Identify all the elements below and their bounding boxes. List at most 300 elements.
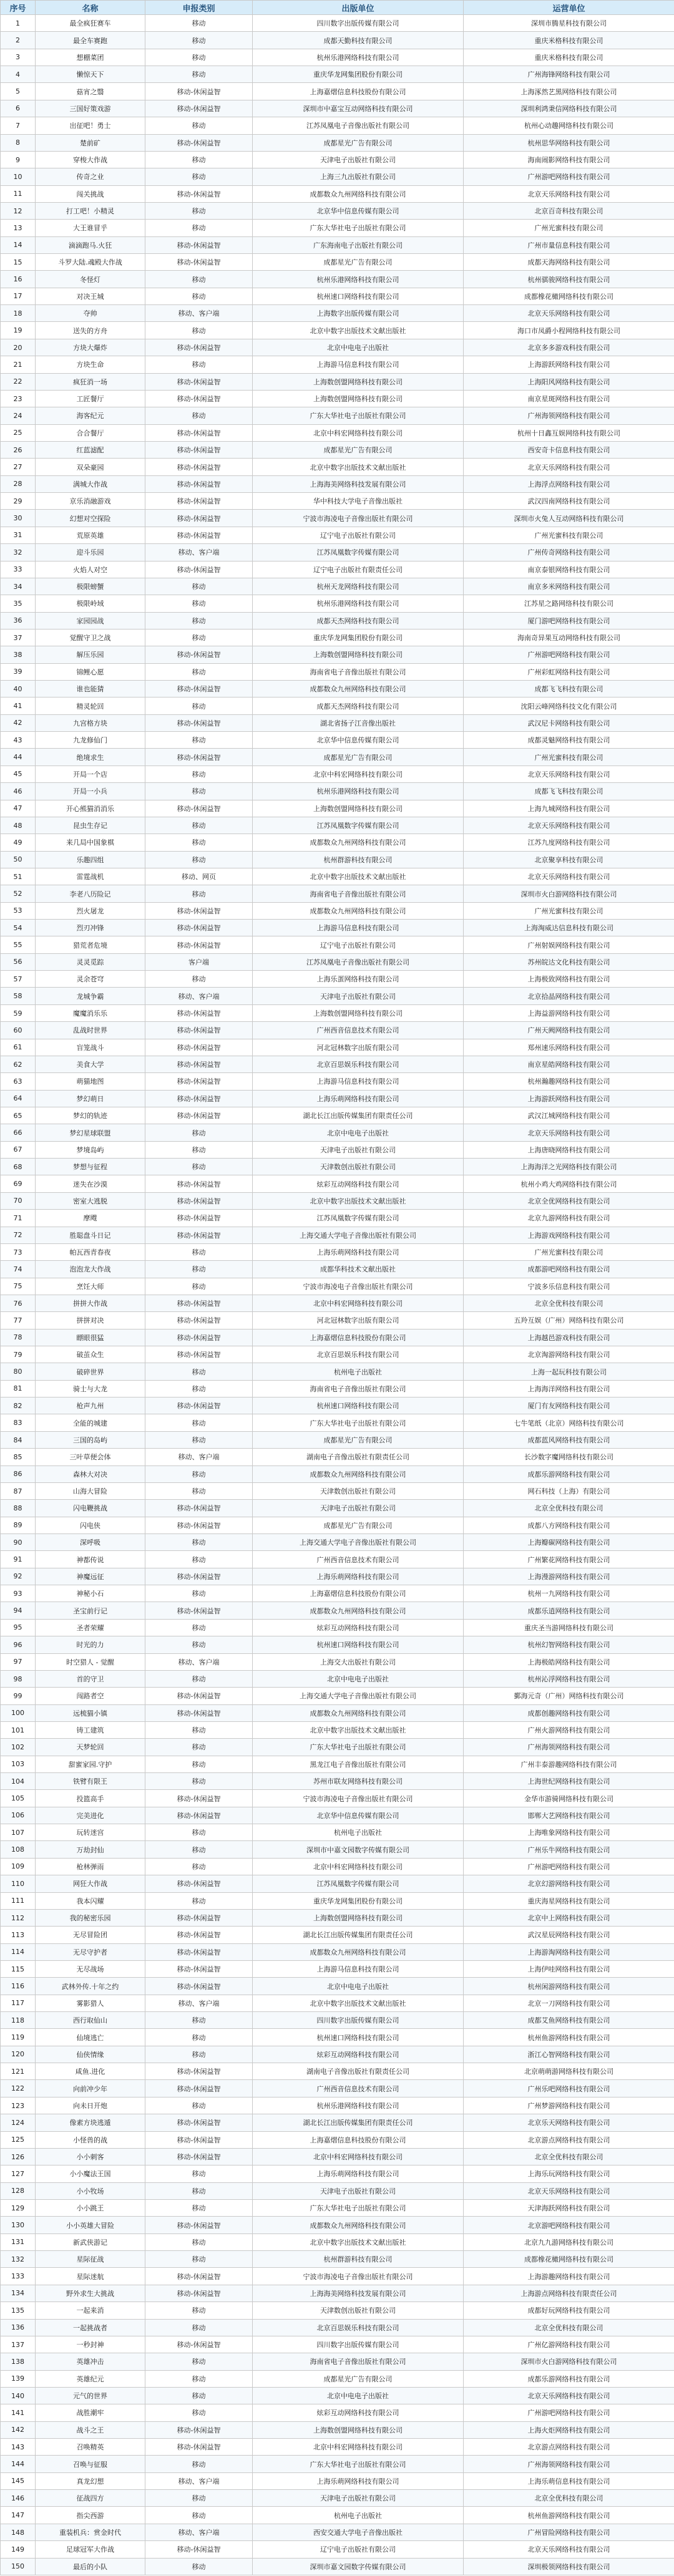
index-cell: 43	[1, 732, 36, 749]
type-cell: 移动	[145, 356, 253, 373]
type-cell: 移动	[145, 1773, 253, 1790]
index-cell: 150	[1, 2558, 36, 2575]
type-cell: 移动-休闲益智	[145, 2439, 253, 2456]
table-row	[1, 510, 674, 527]
name-cell: 新武侠游记	[36, 2233, 145, 2250]
type-cell: 移动-休闲益智	[145, 134, 253, 151]
type-cell: 移动	[145, 578, 253, 595]
type-cell: 移动-休闲益智	[145, 1329, 253, 1346]
table-row	[1, 732, 674, 749]
index-cell: 54	[1, 920, 36, 936]
table-row	[1, 1500, 674, 1517]
publisher-cell: 华中科技大学电子音像出版社	[253, 493, 464, 510]
operator-cell: 广州冒险网络科技有限公司	[464, 2524, 674, 2540]
table-body	[1, 15, 674, 2575]
operator-cell: 北京游点网络科技有限公司	[464, 2439, 674, 2456]
table-row	[1, 134, 674, 151]
index-cell: 130	[1, 2217, 36, 2233]
type-cell: 移动	[145, 2370, 253, 2387]
name-cell: 神魔远征	[36, 1568, 145, 1585]
name-cell: 家园园战	[36, 612, 145, 629]
index-cell: 101	[1, 1721, 36, 1738]
name-cell: 神都传说	[36, 1551, 145, 1568]
operator-cell: 鄞海元奇（广州）网络科技有限公司	[464, 1688, 674, 1704]
publisher-cell: 杭州群游科技有限公司	[253, 2251, 464, 2268]
table-row	[1, 2336, 674, 2353]
type-cell: 移动	[145, 2456, 253, 2472]
publisher-cell: 上海三九出版社有限公司	[253, 168, 464, 185]
type-cell: 移动	[145, 1482, 253, 1499]
operator-cell: 上海淘威达信息科技有限公司	[464, 920, 674, 936]
operator-cell: 上海涿然艺黑网络科技有限公司	[464, 83, 674, 100]
table-row	[1, 851, 674, 868]
name-cell: 西行取仙山	[36, 2012, 145, 2029]
table-row	[1, 356, 674, 373]
table-row	[1, 151, 674, 168]
operator-cell: 杭州瀚趣网络科技有限公司	[464, 1073, 674, 1090]
index-cell: 8	[1, 134, 36, 151]
name-cell: 合合餐厅	[36, 424, 145, 441]
table-row	[1, 578, 674, 595]
table-row	[1, 100, 674, 117]
publisher-cell: 上海游马信息科技有限公司	[253, 1960, 464, 1977]
type-cell: 移动-休闲益智	[145, 1790, 253, 1807]
operator-cell: 杭州一九网络科技有限公司	[464, 1585, 674, 1602]
type-cell: 移动	[145, 407, 253, 424]
name-cell: 梦想与征程	[36, 1159, 145, 1175]
operator-cell: 北京天乐网络科技有限公司	[464, 2387, 674, 2404]
type-cell: 移动-休闲益智	[145, 561, 253, 578]
name-cell: 元气的世界	[36, 2387, 145, 2404]
header-name: 名称	[36, 1, 145, 15]
index-cell: 31	[1, 527, 36, 543]
publisher-cell: 河北冠林数字出版有限公司	[253, 1312, 464, 1329]
type-cell: 移动	[145, 1278, 253, 1295]
type-cell: 移动	[145, 168, 253, 185]
name-cell: 出征吧！勇士	[36, 117, 145, 134]
index-cell: 28	[1, 475, 36, 492]
name-cell: 三叶草便会体	[36, 1449, 145, 1465]
index-cell: 104	[1, 1773, 36, 1790]
index-cell: 22	[1, 373, 36, 390]
type-cell: 移动、客户端	[145, 1995, 253, 2011]
type-cell: 移动	[145, 1585, 253, 1602]
publisher-cell: 上海游马信息科技有限公司	[253, 356, 464, 373]
name-cell: 足球冠军大作战	[36, 2541, 145, 2558]
publisher-cell: 北京中科宏网络科技有限公司	[253, 2439, 464, 2456]
index-cell: 48	[1, 817, 36, 834]
operator-cell: 上海极致网络科技有限公司	[464, 971, 674, 988]
operator-cell: 上海游跃网络科技有限公司	[464, 356, 674, 373]
type-cell: 移动-休闲益智	[145, 2336, 253, 2353]
operator-cell: 北京百奇科技有限公司	[464, 202, 674, 219]
name-cell: 双朵豪园	[36, 459, 145, 475]
type-cell: 移动-休闲益智	[145, 1022, 253, 1039]
operator-cell: 成都乐游网络科技有限公司	[464, 2370, 674, 2387]
operator-cell: 广州天阙网络科技有限公司	[464, 1022, 674, 1039]
publisher-cell: 广东大华社电子出版社有限公司	[253, 2456, 464, 2472]
table-row	[1, 1653, 674, 1670]
table-row	[1, 1670, 674, 1687]
table-row	[1, 1295, 674, 1311]
publisher-cell: 辽宁电子出版社有限公司	[253, 527, 464, 543]
type-cell: 移动	[145, 629, 253, 646]
type-cell: 移动	[145, 971, 253, 988]
table-row	[1, 66, 674, 83]
publisher-cell: 苏州市联友网络科技有限公司	[253, 1773, 464, 1790]
table-row	[1, 185, 674, 202]
name-cell: 三国好策戏游	[36, 100, 145, 117]
type-cell: 移动-休闲益智	[145, 1943, 253, 1960]
operator-cell: 北京淘游网络科技有限公司	[464, 1346, 674, 1363]
operator-cell: 北京全优网络科技有限公司	[464, 1192, 674, 1209]
index-cell: 30	[1, 510, 36, 527]
table-row	[1, 2251, 674, 2268]
publisher-cell: 北京百思娱乐科技有限公司	[253, 2319, 464, 2336]
index-cell: 77	[1, 1312, 36, 1329]
publisher-cell: 成都星光广告有限公司	[253, 1517, 464, 1533]
name-cell: 觉醒守卫之战	[36, 629, 145, 646]
table-row	[1, 236, 674, 253]
table-row	[1, 2268, 674, 2285]
name-cell: 小怪兽的战	[36, 2131, 145, 2148]
index-cell: 45	[1, 766, 36, 782]
publisher-cell: 北京百思娱乐科技有限公司	[253, 1056, 464, 1072]
index-cell: 112	[1, 1909, 36, 1926]
table-row	[1, 2285, 674, 2301]
publisher-cell: 北京中数字出版技术文献出版社	[253, 1995, 464, 2011]
name-cell: 战胜潮牢	[36, 2404, 145, 2421]
type-cell: 移动	[145, 851, 253, 868]
operator-cell: 成都艾鱼网络科技有限公司	[464, 2012, 674, 2029]
publisher-cell: 黑龙江电子音像出版社有限公司	[253, 1756, 464, 1772]
publisher-cell: 深圳市中嘉文园数字传媒有限公司	[253, 1841, 464, 1858]
table-row	[1, 988, 674, 1004]
name-cell: 梦境岛屿	[36, 1141, 145, 1158]
name-cell: 烈火屠龙	[36, 902, 145, 919]
operator-cell: 北京九游网络科技有限公司	[464, 1210, 674, 1227]
table-row	[1, 288, 674, 304]
operator-cell: 南京多米网络科技有限公司	[464, 578, 674, 595]
table-row	[1, 749, 674, 766]
index-cell: 83	[1, 1414, 36, 1431]
table-row	[1, 1773, 674, 1790]
publisher-cell: 炫彩互动网络科技有限公司	[253, 1175, 464, 1192]
operator-cell: 北京全优科技有限公司	[464, 1500, 674, 1517]
table-row	[1, 920, 674, 936]
table-row	[1, 2558, 674, 2575]
table-row	[1, 1841, 674, 1858]
table-row	[1, 1636, 674, 1653]
operator-cell: 上海海洋网络科技有限公司	[464, 1380, 674, 1397]
table-row	[1, 681, 674, 697]
table-row	[1, 527, 674, 543]
table-row	[1, 1363, 674, 1380]
type-cell: 移动-休闲益智	[145, 459, 253, 475]
publisher-cell: 北京中电电子出版社	[253, 1978, 464, 1995]
operator-cell: 重庆米格科技有限公司	[464, 32, 674, 49]
publisher-cell: 成都天勤科技有限公司	[253, 32, 464, 49]
name-cell: 胜聪盘斗日记	[36, 1227, 145, 1243]
table-row	[1, 32, 674, 49]
name-cell: 荒原英雄	[36, 527, 145, 543]
table-row	[1, 2472, 674, 2489]
type-cell: 移动	[145, 2353, 253, 2370]
index-cell: 41	[1, 697, 36, 714]
table-row	[1, 1585, 674, 1602]
type-cell: 移动-休闲益智	[145, 1978, 253, 1995]
operator-cell: 成都八方网络科技有限公司	[464, 1517, 674, 1533]
operator-cell: 上海世纪网络科技有限公司	[464, 1773, 674, 1790]
publisher-cell: 上海数创盟网络科技有限公司	[253, 373, 464, 390]
operator-cell: 杭州闲游网络科技有限公司	[464, 1978, 674, 1995]
operator-cell: 北京天乐网络科技有限公司	[464, 1124, 674, 1141]
index-cell: 75	[1, 1278, 36, 1295]
table-row	[1, 2165, 674, 2182]
name-cell: 泡泡龙大作战	[36, 1261, 145, 1278]
operator-cell: 杭州幻智网络科技有限公司	[464, 1636, 674, 1653]
name-cell: 全能的城建	[36, 1414, 145, 1431]
publisher-cell: 广州西音信息技术有限公司	[253, 2080, 464, 2097]
table-row	[1, 2080, 674, 2097]
name-cell: 开局一个店	[36, 766, 145, 782]
index-cell: 65	[1, 1107, 36, 1124]
publisher-cell: 上海乐萌网络科技有限公司	[253, 1568, 464, 1585]
operator-cell: 江苏九度网络科技有限公司	[464, 834, 674, 851]
table-row	[1, 697, 674, 714]
type-cell: 移动	[145, 220, 253, 236]
type-cell: 移动	[145, 2097, 253, 2114]
table-row	[1, 646, 674, 663]
publisher-cell: 上海游马信息科技有限公司	[253, 920, 464, 936]
index-cell: 74	[1, 1261, 36, 1278]
name-cell: 最全车赛跑	[36, 32, 145, 49]
table-row	[1, 2370, 674, 2387]
name-cell: 仙境逃亡	[36, 2029, 145, 2046]
operator-cell: 广州乐吧网络科技有限公司	[464, 2080, 674, 2097]
type-cell: 移动-休闲益智	[145, 1056, 253, 1072]
name-cell: 最全疯狂赛车	[36, 15, 145, 32]
operator-cell: 上海乐玩网络科技有限公司	[464, 2165, 674, 2182]
type-cell: 移动-休闲益智	[145, 1210, 253, 1227]
publisher-cell: 成都华科技术文献出版社	[253, 1261, 464, 1278]
table-row	[1, 1688, 674, 1704]
table-row	[1, 1533, 674, 1550]
operator-cell: 深圳极领网络科技有限公司	[464, 2558, 674, 2575]
type-cell: 移动	[145, 288, 253, 304]
table-row	[1, 783, 674, 800]
table-row	[1, 2524, 674, 2540]
name-cell: 山海大冒险	[36, 1482, 145, 1499]
table-row	[1, 868, 674, 885]
publisher-cell: 成都数众九州网络科技有限公司	[253, 2217, 464, 2233]
operator-cell: 上海火炬网络科技有限公司	[464, 2421, 674, 2438]
publisher-cell: 上海乐萌网络科技有限公司	[253, 1243, 464, 1260]
name-cell: 玩转迷宫	[36, 1824, 145, 1841]
publisher-cell: 四川数字出版传媒有限公司	[253, 2336, 464, 2353]
type-cell: 移动-休闲益智	[145, 254, 253, 271]
name-cell: 时光的力	[36, 1636, 145, 1653]
operator-cell: 成都橡花橄网络科技有限公司	[464, 2251, 674, 2268]
type-cell: 移动	[145, 2200, 253, 2217]
index-cell: 15	[1, 254, 36, 271]
type-cell: 移动	[145, 1739, 253, 1756]
type-cell: 移动、客户端	[145, 544, 253, 561]
type-cell: 移动-休闲益智	[145, 2148, 253, 2165]
operator-cell: 广州海锋网络科技有限公司	[464, 66, 674, 83]
index-cell: 44	[1, 749, 36, 766]
table-row	[1, 493, 674, 510]
type-cell: 移动-休闲益智	[145, 373, 253, 390]
publisher-cell: 成都数众九州网络科技有限公司	[253, 681, 464, 697]
operator-cell: 北京多多游戏科技有限公司	[464, 339, 674, 356]
table-row	[1, 2421, 674, 2438]
type-cell: 移动	[145, 1533, 253, 1550]
index-cell: 135	[1, 2302, 36, 2319]
name-cell: 梦幻星球联盟	[36, 1124, 145, 1141]
index-cell: 108	[1, 1841, 36, 1858]
name-cell: 英雄冲击	[36, 2353, 145, 2370]
index-cell: 5	[1, 83, 36, 100]
name-cell: 小小刺客	[36, 2148, 145, 2165]
operator-cell: 北京天乐网络科技有限公司	[464, 185, 674, 202]
type-cell: 移动	[145, 1431, 253, 1448]
index-cell: 19	[1, 322, 36, 339]
index-cell: 57	[1, 971, 36, 988]
index-cell: 90	[1, 1533, 36, 1550]
operator-cell: 广州游吧网络科技有限公司	[464, 168, 674, 185]
type-cell: 移动、客户端	[145, 1653, 253, 1670]
name-cell: 咸鱼.进化	[36, 2063, 145, 2080]
index-cell: 34	[1, 578, 36, 595]
operator-cell: 重庆圣当游网络科技有限公司	[464, 1619, 674, 1636]
operator-cell: 上海瓣碳网络科技有限公司	[464, 1533, 674, 1550]
operator-cell: 成都蓝风网络科技有限公司	[464, 1431, 674, 1448]
name-cell: 满城大作战	[36, 475, 145, 492]
operator-cell: 海南闹影网络科技有限公司	[464, 151, 674, 168]
operator-cell: 上海越邑游戏科技有限公司	[464, 1329, 674, 1346]
name-cell: 摩飕	[36, 1210, 145, 1227]
type-cell: 移动-休闲益智	[145, 1602, 253, 1619]
operator-cell: 北京游吧网络科技有限公司	[464, 2217, 674, 2233]
index-cell: 51	[1, 868, 36, 885]
index-cell: 123	[1, 2097, 36, 2114]
publisher-cell: 天津电子出版社有限公司	[253, 2490, 464, 2507]
name-cell: 破碎世界	[36, 1363, 145, 1380]
publisher-cell: 上海数创盟网络科技有限公司	[253, 2421, 464, 2438]
index-cell: 146	[1, 2490, 36, 2507]
index-cell: 141	[1, 2404, 36, 2421]
operator-cell: 上海乐萌信息科技有限公司	[464, 2472, 674, 2489]
operator-cell: 北京幻游网络科技有限公司	[464, 1875, 674, 1892]
name-cell: 战斗之王	[36, 2421, 145, 2438]
table-row	[1, 271, 674, 288]
type-cell: 移动	[145, 1841, 253, 1858]
publisher-cell: 成都数众九州网络科技有限公司	[253, 834, 464, 851]
publisher-cell: 广州西音信息技术有限公司	[253, 1022, 464, 1039]
index-cell: 124	[1, 2114, 36, 2131]
name-cell: 懒惊天下	[36, 66, 145, 83]
name-cell: 烈刃冲锋	[36, 920, 145, 936]
publisher-cell: 辽宁电子出版社有限公司	[253, 2541, 464, 2558]
operator-cell: 深圳市火白游网络科技有限公司	[464, 2353, 674, 2370]
publisher-cell: 上海交通大学电子音像出版社有限公司	[253, 1227, 464, 1243]
type-cell: 移动、客户端	[145, 1449, 253, 1465]
publisher-cell: 北京华中信息传媒有限公司	[253, 1807, 464, 1824]
operator-cell: 七牛笔纸（北京）网络科技有限公司	[464, 1414, 674, 1431]
publisher-cell: 北京中电电子出版社	[253, 2387, 464, 2404]
name-cell: 无尽战场	[36, 1960, 145, 1977]
header-operator: 运营单位	[464, 1, 674, 15]
table-row	[1, 1927, 674, 1943]
table-row	[1, 1704, 674, 1721]
index-cell: 107	[1, 1824, 36, 1841]
operator-cell: 浙江心智网络科技有限公司	[464, 2046, 674, 2063]
index-cell: 82	[1, 1397, 36, 1414]
table-row	[1, 2319, 674, 2336]
name-cell: 万劫封仙	[36, 1841, 145, 1858]
operator-cell: 北京拾晶网络科技有限公司	[464, 988, 674, 1004]
index-cell: 136	[1, 2319, 36, 2336]
table-row	[1, 1892, 674, 1909]
operator-cell: 海口市凤爵小程网络科技有限公司	[464, 322, 674, 339]
name-cell: 梦幻的轨迹	[36, 1107, 145, 1124]
publisher-cell: 杭州乐港网络科技有限公司	[253, 783, 464, 800]
table-row	[1, 1312, 674, 1329]
index-cell: 144	[1, 2456, 36, 2472]
operator-cell: 北京全优科技有限公司	[464, 2490, 674, 2507]
index-cell: 39	[1, 663, 36, 680]
name-cell: 骑士与大龙	[36, 1380, 145, 1397]
type-cell: 移动-休闲益智	[145, 1004, 253, 1021]
table-row	[1, 339, 674, 356]
index-cell: 35	[1, 595, 36, 612]
name-cell: 精灵轮回	[36, 697, 145, 714]
table-row	[1, 612, 674, 629]
index-cell: 6	[1, 100, 36, 117]
type-cell: 客户端	[145, 953, 253, 970]
index-cell: 139	[1, 2370, 36, 2387]
publisher-cell: 海南省电子音像出版社有限公司	[253, 2353, 464, 2370]
operator-cell: 长沙数字魔网络科技有限公司	[464, 1449, 674, 1465]
table-row	[1, 2353, 674, 2370]
type-cell: 移动	[145, 202, 253, 219]
name-cell: 打工吧！小精灵	[36, 202, 145, 219]
publisher-cell: 北京中数字出版技术文献出版社	[253, 459, 464, 475]
type-cell: 移动-休闲益智	[145, 920, 253, 936]
table-row	[1, 83, 674, 100]
name-cell: 开局一小兵	[36, 783, 145, 800]
operator-cell: 上海游跃网络科技有限公司	[464, 1090, 674, 1107]
type-cell: 移动-休闲益智	[145, 493, 253, 510]
operator-cell: 成都好玩网络科技有限公司	[464, 2302, 674, 2319]
type-cell: 移动-休闲益智	[145, 1346, 253, 1363]
publisher-cell: 杭州速口网络科技有限公司	[253, 1397, 464, 1414]
type-cell: 移动-休闲益智	[145, 2063, 253, 2080]
index-cell: 66	[1, 1124, 36, 1141]
type-cell: 移动-休闲益智	[145, 1227, 253, 1243]
type-cell: 移动	[145, 322, 253, 339]
type-cell: 移动	[145, 151, 253, 168]
index-cell: 60	[1, 1022, 36, 1039]
publisher-cell: 炫彩互动网络科技有限公司	[253, 2404, 464, 2421]
operator-cell: 西安奇卡信息科技有限公司	[464, 441, 674, 458]
index-cell: 72	[1, 1227, 36, 1243]
name-cell: 开心熊猫消消乐	[36, 800, 145, 817]
publisher-cell: 天津电子出版社有限公司	[253, 1141, 464, 1158]
operator-cell: 上海唐晓网络科技有限公司	[464, 1141, 674, 1158]
index-cell: 143	[1, 2439, 36, 2456]
